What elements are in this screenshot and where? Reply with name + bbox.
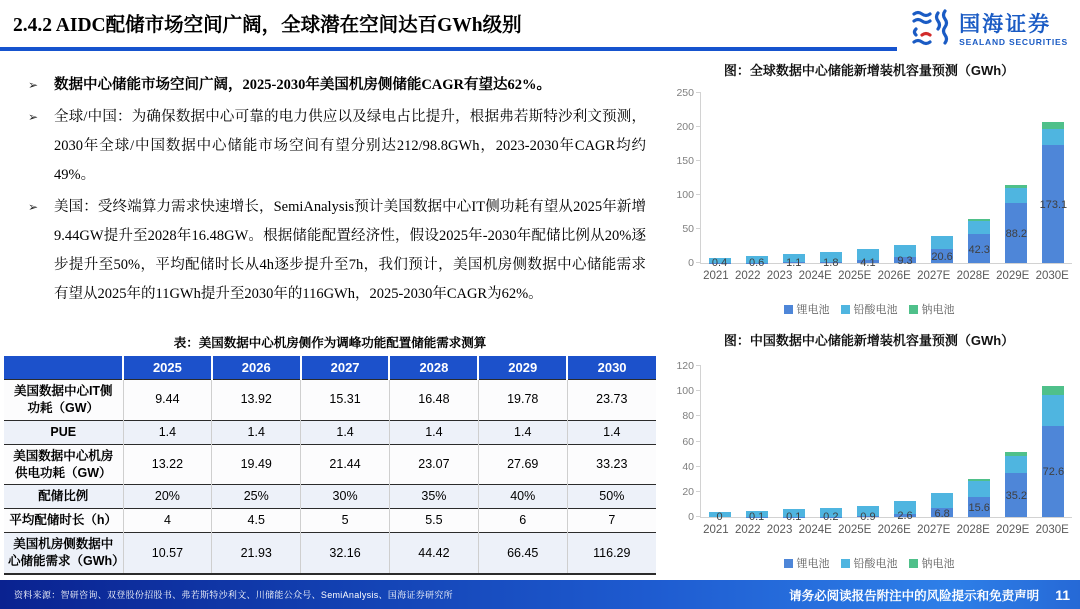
table-cell: 21.44 — [301, 444, 390, 485]
table-cell: 20% — [123, 485, 212, 509]
legend-swatch-icon — [784, 559, 793, 568]
bar-data-label: 0.6 — [748, 257, 765, 269]
x-axis-label: 2027E — [917, 524, 951, 536]
bullet-text: 全球/中国：为确保数据中心可靠的电力供应以及绿电占比提升，根据弗若斯特沙利文预测，2030年全球/中国数据中心储能市场空间有望分别达212/98.8GWh，2023-2030年CAGR均约49%。 — [54, 109, 646, 183]
x-axis-label: 2023 — [766, 524, 793, 536]
bar-data-label: 9.3 — [897, 254, 913, 267]
table-cell: 1.4 — [212, 420, 301, 444]
bar-2025E[interactable] — [857, 366, 879, 523]
bar-data-label: 6.8 — [934, 507, 950, 520]
bar-data-label: 72.6 — [1042, 466, 1065, 479]
bar-segment-铅酸电池 — [1042, 129, 1064, 145]
bar-data-label: 88.2 — [1005, 228, 1027, 241]
y-axis-tick-label: 150 — [676, 155, 694, 167]
x-axis-label: 2028E — [956, 524, 990, 536]
table-cell: 1.4 — [123, 420, 212, 444]
table-cell: 13.22 — [123, 444, 212, 485]
title-underline — [0, 47, 897, 51]
x-axis-label: 2030E — [1035, 270, 1069, 282]
chart-global-storage — [660, 60, 1078, 316]
table-cell: 1.4 — [301, 420, 390, 444]
table-block — [4, 333, 656, 575]
table-row — [4, 420, 656, 444]
bullet-text: 美国：受终端算力需求快速增长，SemiAnalysis预计美国数据中心IT侧功耗有望从2025年新增9.44GW提升至2028年16.48GW。根据储能配置经济性，假设2025年-2030年配储比例从20%逐步提升至50%，平均配储时长从4h逐步提升至7h，我们预计，美国机房侧数据中心储能需求有望从2025年的11GWh提升至2030年的116GWh，2025-2030年CAGR为62%。 — [54, 199, 646, 302]
bar-segment-铅酸电池 — [931, 493, 953, 508]
table-year-header: 2025 — [123, 356, 212, 380]
legend-label: 铅酸电池 — [853, 304, 898, 316]
table-cell: 4 — [123, 509, 212, 533]
table-year-header: 2030 — [567, 356, 656, 380]
bullet-item — [28, 193, 646, 309]
table-cell: 116.29 — [567, 533, 656, 574]
table-row — [4, 380, 656, 421]
bullet-arrow-icon: ➢ — [28, 110, 39, 124]
y-axis-tick-label: 0 — [688, 511, 694, 523]
bar-segment-钠电池 — [1042, 386, 1064, 395]
legend-item-铅酸电池 — [841, 301, 898, 317]
y-axis-tick-label: 20 — [682, 485, 694, 498]
table-cell: 33.23 — [567, 444, 656, 485]
table-corner-cell — [4, 356, 123, 380]
bar-segment-铅酸电池 — [1005, 456, 1027, 472]
legend-item-铅酸电池 — [841, 555, 898, 571]
table-head — [4, 356, 656, 380]
bar-data-label: 35.2 — [1005, 489, 1027, 502]
bar-2022[interactable] — [746, 366, 768, 523]
bar-2023[interactable] — [783, 93, 805, 269]
table-cell: 19.78 — [478, 380, 567, 421]
bar-2024E[interactable] — [820, 366, 842, 523]
bar-data-label: 0.1 — [748, 511, 765, 523]
table-cell: 30% — [301, 485, 390, 509]
page-title: 2.4.2 AIDC配储市场空间广阔，全球潜在空间达百GWh级别 — [13, 15, 522, 36]
bars-group — [701, 93, 1072, 269]
y-axis-tick-label: 60 — [682, 435, 694, 448]
legend-label: 钠电池 — [921, 558, 955, 570]
page-number: 11 — [1055, 586, 1070, 603]
chart-china-storage — [660, 330, 1078, 580]
table-cell: 40% — [478, 485, 567, 509]
legend-swatch-icon — [909, 305, 918, 314]
table-cell: 4.5 — [212, 509, 301, 533]
bar-segment-钠电池 — [968, 219, 990, 221]
bar-data-label: 173.1 — [1039, 199, 1068, 212]
bars-group — [701, 366, 1072, 523]
chart-title: 图：中国数据中心储能新增装机容量预测（GWh） — [723, 333, 1015, 348]
table-header-row — [4, 356, 656, 380]
legend-swatch-icon — [909, 559, 918, 568]
bullet-item — [28, 103, 646, 190]
y-axis-tick-label: 40 — [682, 460, 694, 473]
bar-2030E[interactable] — [1039, 93, 1068, 263]
bullet-arrow-icon: ➢ — [28, 200, 39, 214]
table-cell: 6 — [478, 509, 567, 533]
company-logo — [910, 7, 1068, 54]
bar-2027E[interactable] — [931, 93, 953, 263]
table-year-header: 2027 — [301, 356, 390, 380]
y-axis-tick-label: 250 — [676, 87, 694, 99]
y-axis-tick-label: 0 — [688, 257, 694, 269]
table-year-header: 2029 — [478, 356, 567, 380]
table-row — [4, 509, 656, 533]
table-cell: 44.42 — [389, 533, 478, 574]
bar-data-label: 0 — [716, 511, 723, 523]
chart-plot-area — [676, 360, 1072, 523]
legend-item-锂电池 — [784, 301, 830, 317]
y-axis-tick-label: 80 — [682, 410, 694, 423]
bar-data-label: 4.1 — [860, 256, 876, 269]
x-axis-label: 2029E — [996, 270, 1030, 282]
bar-2021[interactable] — [709, 93, 731, 269]
bar-2028E[interactable] — [968, 366, 990, 517]
table-cell: 21.93 — [212, 533, 301, 574]
legend-item-锂电池 — [784, 555, 830, 571]
legend-swatch-icon — [841, 559, 850, 568]
table-row — [4, 444, 656, 485]
table-cell: 35% — [389, 485, 478, 509]
x-axis-labels — [700, 270, 1072, 282]
legend-label: 锂电池 — [796, 304, 830, 316]
y-axis-tick-label: 120 — [676, 360, 694, 372]
bar-data-label: 2.6 — [897, 510, 913, 523]
bar-2029E[interactable] — [1005, 93, 1027, 263]
table-row — [4, 485, 656, 509]
table-body — [4, 380, 656, 574]
x-axis-label: 2024E — [798, 524, 832, 536]
bullet-item — [28, 71, 646, 100]
table-title: 表：美国数据中心机房侧作为调峰功能配置储能需求测算 — [173, 336, 487, 350]
source-note: 资料来源：智研咨询、双登股份招股书、弗若斯特沙利文、川储能公众号、SemiAnalysis、国海证券研究所 — [14, 590, 453, 600]
x-axis-labels — [700, 524, 1072, 536]
disclaimer-text: 请务必阅读报告附注中的风险提示和免责声明 — [789, 588, 1040, 603]
table-cell: 19.49 — [212, 444, 301, 485]
table-cell: 1.4 — [389, 420, 478, 444]
row-label: 美国数据中心IT侧功耗（GW） — [4, 380, 123, 421]
row-label: 平均配储时长（h） — [4, 509, 123, 533]
legend-label: 铅酸电池 — [853, 558, 898, 570]
table-cell: 32.16 — [301, 533, 390, 574]
bar-segment-钠电池 — [1005, 452, 1027, 457]
x-axis-label: 2027E — [917, 270, 951, 282]
row-label: 美国数据中心机房供电功耗（GW） — [4, 444, 123, 485]
bar-2023[interactable] — [783, 366, 805, 523]
chart-title: 图：全球数据中心储能新增装机容量预测（GWh） — [723, 63, 1015, 78]
x-axis-label: 2024E — [798, 270, 832, 282]
footer-bar — [0, 580, 1080, 609]
y-axis-tick-label: 50 — [682, 223, 694, 235]
row-label: PUE — [4, 420, 123, 444]
x-axis-label: 2023 — [766, 270, 793, 282]
bar-data-label: 0.2 — [823, 511, 839, 523]
table-cell: 13.92 — [212, 380, 301, 421]
table-cell: 27.69 — [478, 444, 567, 485]
bar-segment-铅酸电池 — [931, 236, 953, 249]
bar-2025E[interactable] — [857, 93, 879, 269]
bar-data-label: 15.6 — [968, 502, 990, 515]
x-axis-label: 2021 — [703, 524, 729, 536]
row-label: 配储比例 — [4, 485, 123, 509]
legend-label: 锂电池 — [796, 558, 830, 570]
bar-data-label: 20.6 — [931, 251, 953, 263]
bar-segment-铅酸电池 — [968, 221, 990, 235]
bar-2022[interactable] — [746, 93, 768, 269]
table-cell: 23.07 — [389, 444, 478, 485]
y-axis-tick-label: 100 — [676, 385, 694, 398]
table-cell: 15.31 — [301, 380, 390, 421]
table-cell: 9.44 — [123, 380, 212, 421]
sealand-logo-icon — [910, 7, 952, 54]
bar-data-label: 0.4 — [711, 257, 728, 269]
bar-segment-钠电池 — [968, 479, 990, 481]
table-row — [4, 533, 656, 574]
table-cell: 1.4 — [567, 420, 656, 444]
logo-name-cn: 国海证券 — [959, 13, 1052, 37]
chart-legend — [660, 301, 1078, 317]
bar-2026E[interactable] — [894, 366, 916, 523]
x-axis-label: 2021 — [703, 270, 729, 282]
legend-item-钠电池 — [909, 301, 955, 317]
table-year-header: 2026 — [212, 356, 301, 380]
bar-segment-铅酸电池 — [1005, 188, 1027, 203]
bar-data-label: 42.3 — [968, 243, 990, 256]
bar-2030E[interactable] — [1042, 366, 1064, 517]
table-cell: 66.45 — [478, 533, 567, 574]
table-cell: 5 — [301, 509, 390, 533]
table-cell: 23.73 — [567, 380, 656, 421]
table-cell: 25% — [212, 485, 301, 509]
x-axis-label: 2022 — [734, 524, 761, 536]
chart-plot-area — [676, 87, 1072, 269]
bar-data-label: 0.1 — [786, 511, 802, 523]
table-cell: 7 — [567, 509, 656, 533]
bar-2027E[interactable] — [931, 366, 953, 520]
bar-segment-钠电池 — [1042, 122, 1064, 129]
bar-2021[interactable] — [709, 366, 731, 523]
legend-swatch-icon — [841, 305, 850, 314]
legend-item-钠电池 — [909, 555, 955, 571]
legend-swatch-icon — [784, 305, 793, 314]
x-axis-label: 2022 — [734, 270, 761, 282]
table-cell: 16.48 — [389, 380, 478, 421]
x-axis-label: 2026E — [877, 270, 911, 282]
row-label: 美国机房侧数据中心储能需求（GWh） — [4, 533, 123, 574]
x-axis-label: 2025E — [838, 524, 872, 536]
x-axis-label: 2029E — [996, 524, 1030, 536]
x-axis-label: 2028E — [956, 270, 990, 282]
y-axis-tick-label: 100 — [676, 189, 694, 201]
bar-data-label: 1.8 — [823, 257, 839, 269]
bullet-list — [28, 71, 646, 312]
x-axis-label: 2026E — [877, 524, 911, 536]
table-cell: 10.57 — [123, 533, 212, 574]
table-cell: 1.4 — [478, 420, 567, 444]
y-axis-tick-label: 200 — [676, 121, 694, 133]
bar-segment-铅酸电池 — [968, 481, 990, 497]
bar-2024E[interactable] — [820, 93, 842, 269]
table-cell: 50% — [567, 485, 656, 509]
bullet-text: 数据中心储能市场空间广阔，2025-2030年美国机房侧储能CAGR有望达62%。 — [54, 77, 552, 93]
storage-demand-table — [4, 356, 656, 575]
bar-data-label: 0.9 — [860, 511, 876, 523]
table-year-header: 2028 — [389, 356, 478, 380]
logo-name-en: SEALAND SECURITIES — [959, 37, 1068, 48]
chart-legend — [660, 555, 1078, 571]
legend-label: 钠电池 — [921, 304, 955, 316]
bar-2029E[interactable] — [1005, 366, 1027, 517]
bar-2026E[interactable] — [894, 93, 916, 267]
bar-segment-钠电池 — [1005, 185, 1027, 188]
x-axis-label: 2030E — [1035, 524, 1069, 536]
bar-2028E[interactable] — [968, 93, 990, 263]
bar-segment-铅酸电池 — [1042, 395, 1064, 426]
x-axis-label: 2025E — [838, 270, 872, 282]
bullet-arrow-icon: ➢ — [28, 78, 39, 92]
bar-data-label: 1.1 — [786, 257, 802, 269]
table-cell: 5.5 — [389, 509, 478, 533]
